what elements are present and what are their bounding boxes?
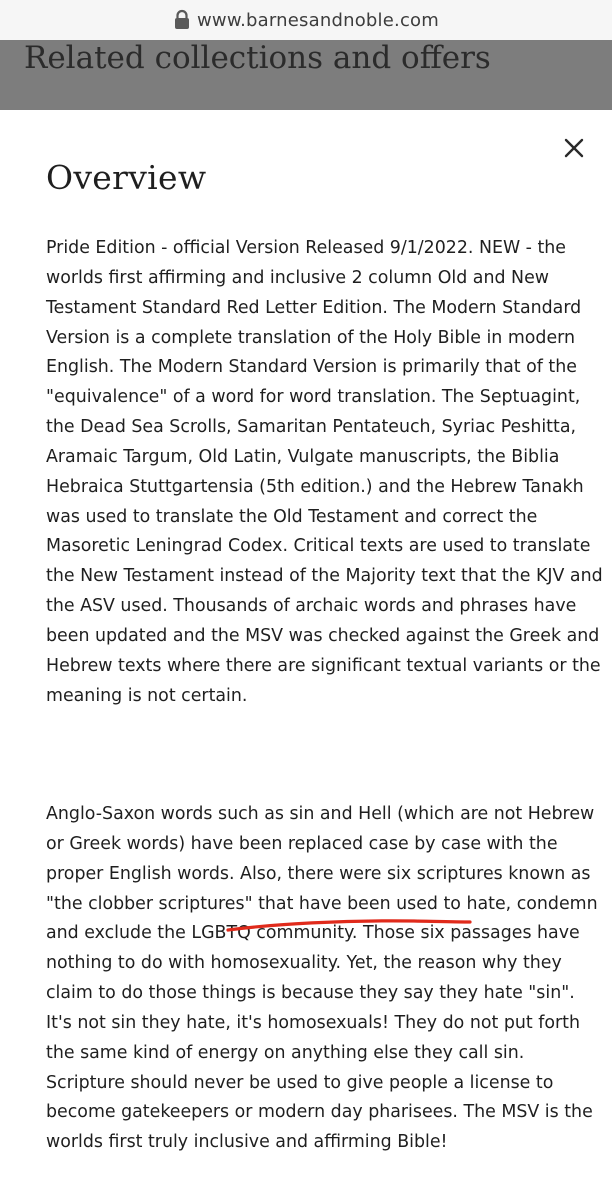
overview-paragraph-2: Anglo-Saxon words such as sin and Hell (which are not Hebrew or Greek words) have been replaced case by case with the proper English words. Also, there were six scriptures known as "the clobber scriptures" that have been used to hate, condemn and exclude the LGBTQ community. Those six passages have nothing to do with homosexuality. Yet, the reason why they claim to do those things is because they say they hate "sin". It's not sin they hate, it's homosexuals! They do not put forth the same kind of energy on anything else they call sin. Scripture should never be used to give people a license to become gatekeepers or modern day pharisees. The MSV is the worlds first truly inclusive and affirming Bible!	[46, 804, 598, 1153]
background-section-heading: Related collections and offers	[24, 40, 491, 76]
modal-title: Overview	[46, 158, 207, 197]
close-icon[interactable]	[558, 132, 590, 164]
background-overlay[interactable]	[0, 40, 612, 110]
address-bar[interactable]	[0, 0, 612, 40]
overview-modal	[0, 110, 612, 1200]
url-text: www.barnesandnoble.com	[197, 9, 439, 31]
lock-icon	[173, 9, 191, 31]
overview-paragraph-1: Pride Edition - official Version Released 9/1/2022. NEW - the worlds first affirming and inclusive 2 column Old and New Testament Standard Red Letter Edition. The Modern Standard Version is a complete translation of the Holy Bible in modern English. The Modern Standard Version is primarily that of the "equivalence" of a word for word translation. The Septuagint, the Dead Sea Scrolls, Samaritan Pentateuch, Syriac Peshitta, Aramaic Targum, Old Latin, Vulgate manuscripts, the Biblia Hebraica Stuttgartensia (5th edition.) and the Hebrew Tanakh was used to translate the Old Testament and correct the Masoretic Leningrad Codex. Critical texts are used to translate the New Testament instead of the Majority text that the KJV and the ASV used. Thousands of archaic words and phrases have been updated and the MSV was checked against the Greek and Hebrew texts where there are significant textual variants or the meaning is not certain.	[46, 238, 603, 706]
